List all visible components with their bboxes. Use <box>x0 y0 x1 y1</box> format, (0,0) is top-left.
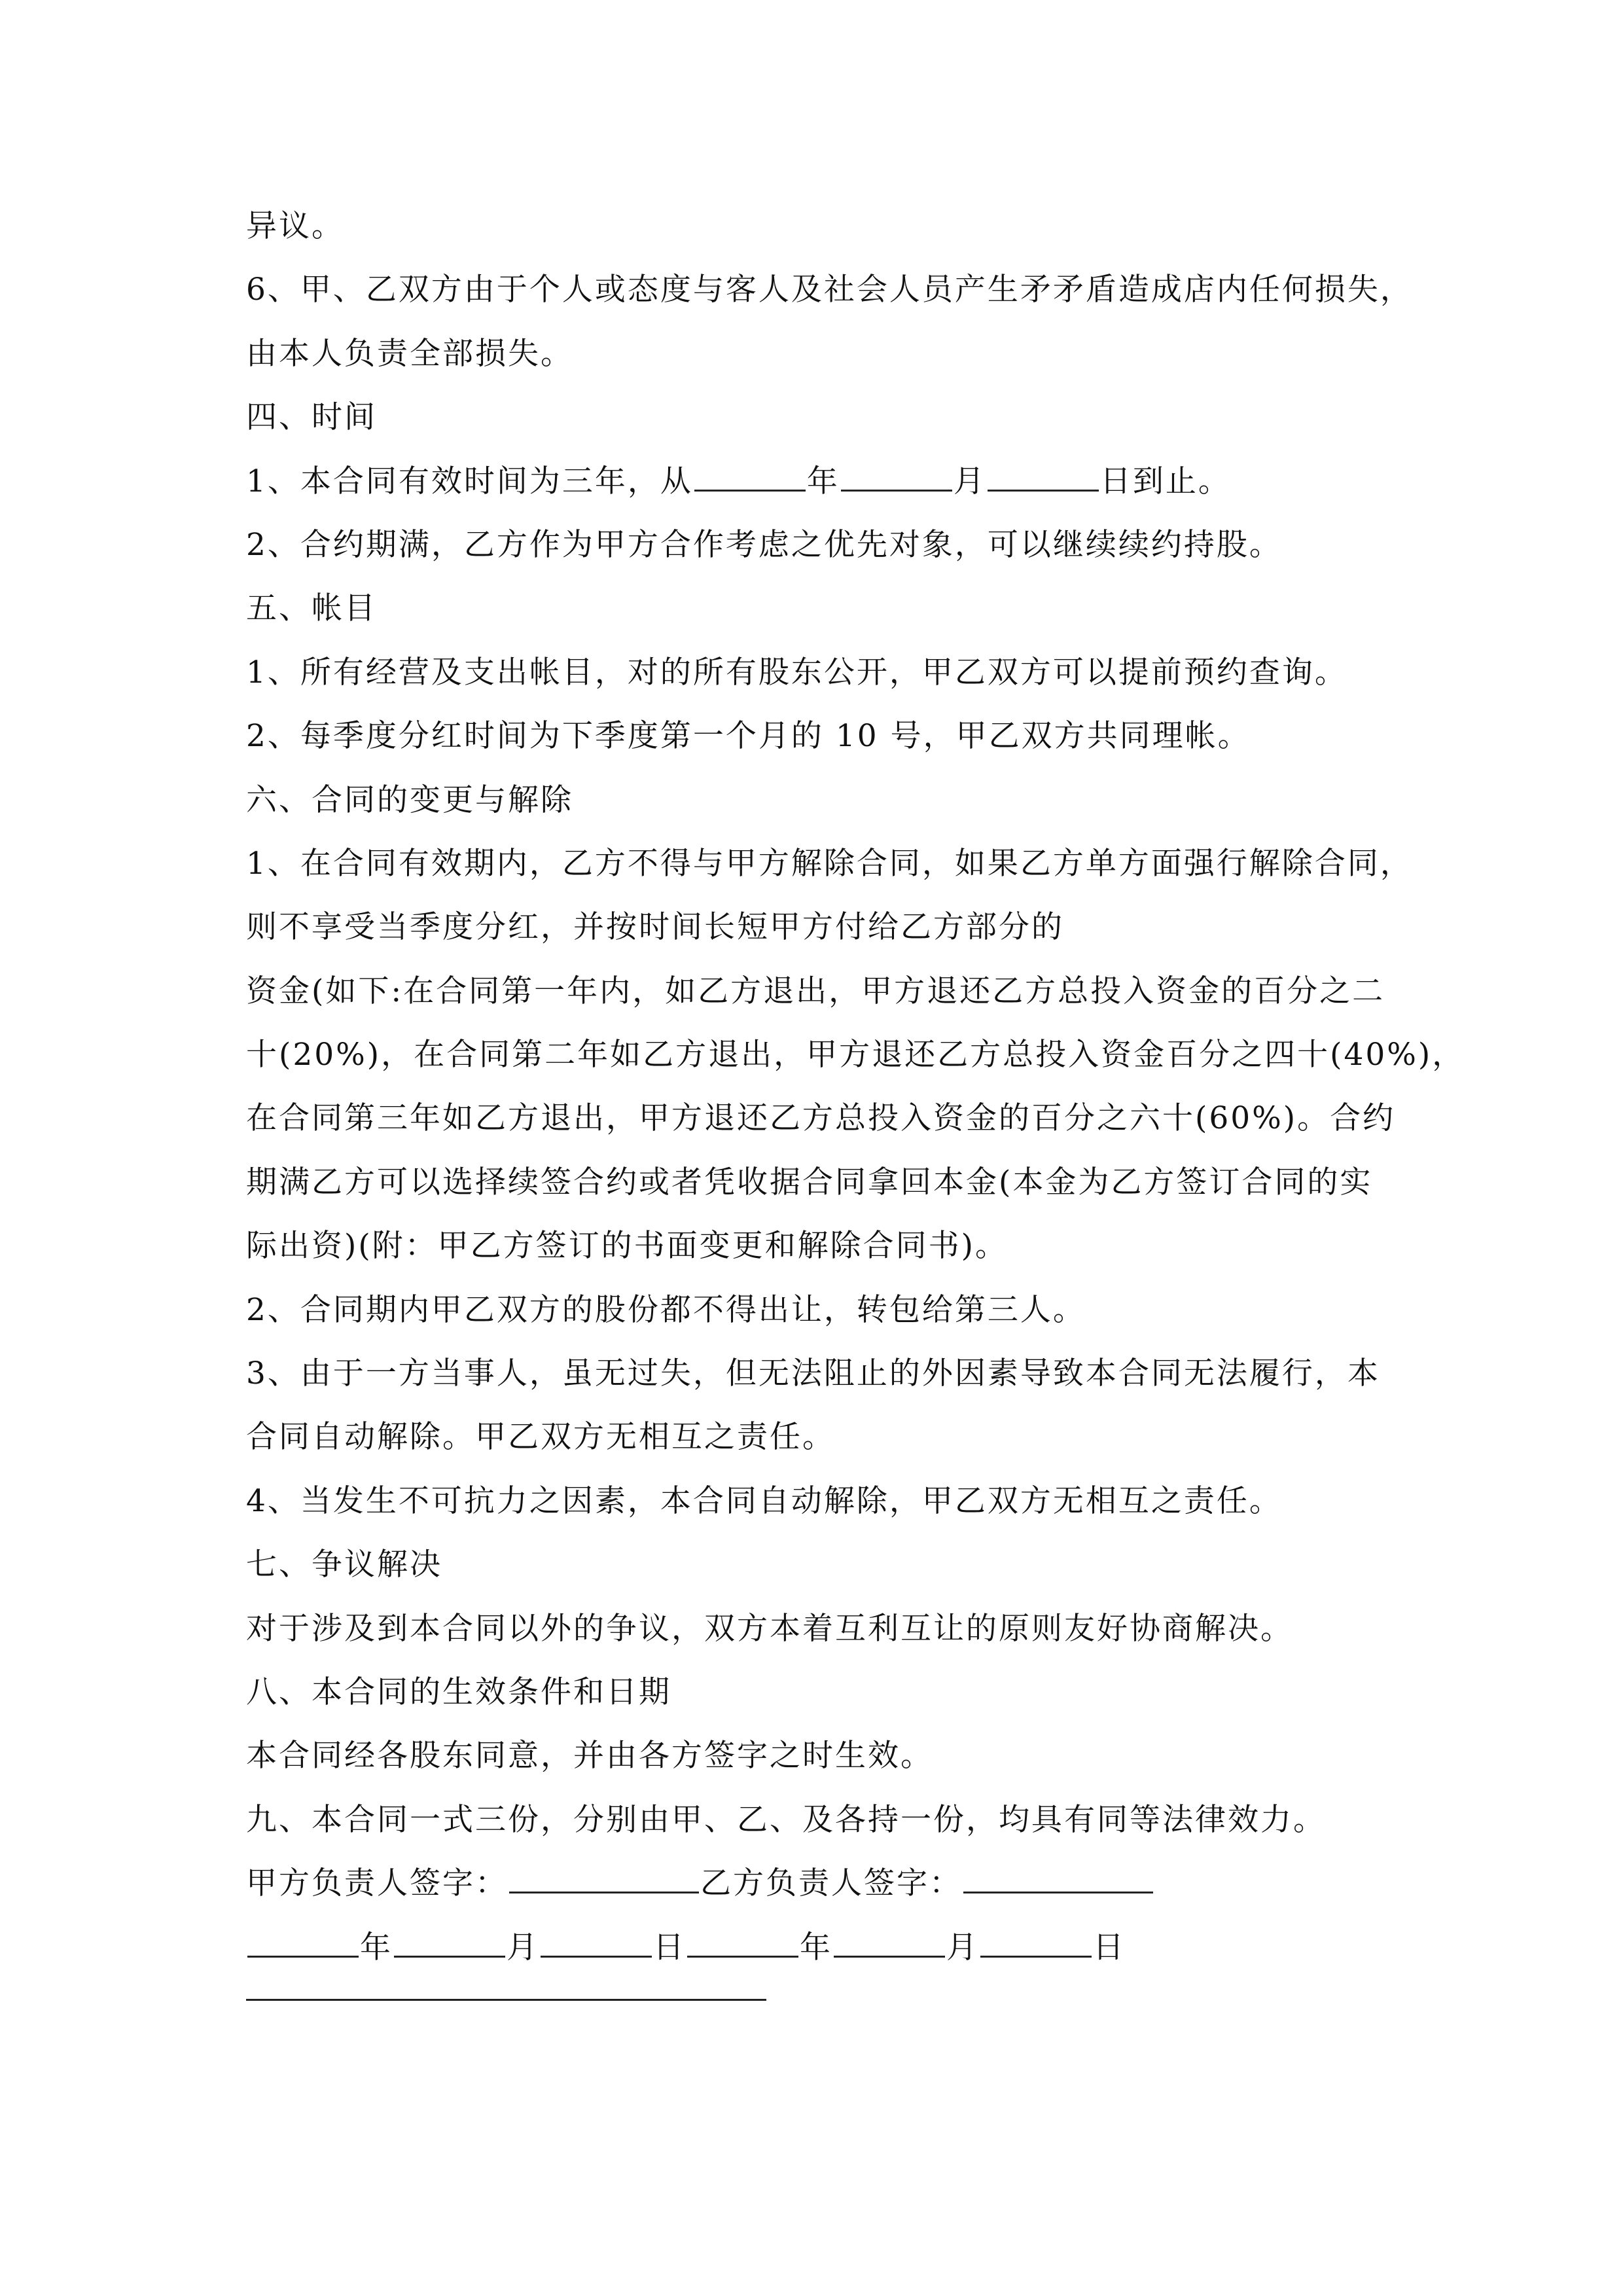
party-a-month-blank[interactable] <box>394 1929 505 1958</box>
text-line: 2、合约期满，乙方作为甲方合作考虑之优先对象，可以继续续约持股。 <box>246 526 1282 563</box>
month-label: 月 <box>507 1929 539 1965</box>
party-b-day-blank[interactable] <box>980 1929 1092 1958</box>
text-line: 1、所有经营及支出帐目，对的所有股东公开，甲乙双方可以提前预约查询。 <box>246 654 1347 691</box>
party-a-sign-blank[interactable] <box>509 1865 699 1893</box>
date-line <box>246 1916 1398 1979</box>
text-line: 由本人负责全部损失。 <box>246 335 573 372</box>
day-label: 日 <box>653 1929 686 1965</box>
text-line: 3、由于一方当事人，虽无过失，但无法阻止的外因素导致本合同无法履行，本 <box>246 1355 1380 1392</box>
month-blank[interactable] <box>841 463 952 492</box>
text-line: 际出资)(附：甲乙方签订的书面变更和解除合同书)。 <box>246 1228 1008 1265</box>
party-b-sign-label: 乙方负责人签字： <box>700 1865 962 1902</box>
section-heading: 七、争议解决 <box>246 1547 442 1583</box>
horizontal-rule <box>246 1999 766 2001</box>
text-line: 2、每季度分红时间为下季度第一个月的 10 号，甲乙双方共同理帐。 <box>246 718 1251 755</box>
section-heading: 四、时间 <box>246 399 377 436</box>
section-heading: 五、帐目 <box>246 590 377 627</box>
text-line: 则不享受当季度分红，并按时间长短甲方付给乙方部分的 <box>246 909 1064 946</box>
text-line: 6、甲、乙双方由于个人或态度与客人及社会人员产生矛矛盾造成店内任何损失， <box>246 272 1413 308</box>
day-blank[interactable] <box>988 463 1099 492</box>
document-page <box>246 194 1465 2001</box>
year-label: 年 <box>800 1929 832 1965</box>
section-heading: 六、合同的变更与解除 <box>246 781 573 818</box>
text-line: 在合同第三年如乙方退出，甲方退还乙方总投入资金的百分之六十(60%)。合约 <box>246 1100 1396 1137</box>
text-line: 对于涉及到本合同以外的争议，双方本着互利互让的原则友好协商解决。 <box>246 1610 1293 1647</box>
text-line: 合同自动解除。甲乙双方无相互之责任。 <box>246 1419 835 1456</box>
month-label: 月 <box>946 1929 979 1965</box>
text-line: 4、当发生不可抗力之因素，本合同自动解除，甲乙双方无相互之责任。 <box>246 1482 1282 1519</box>
text-line: 1、在合同有效期内，乙方不得与甲方解除合同，如果乙方单方面强行解除合同， <box>246 845 1413 882</box>
text-line: 2、合同期内甲乙双方的股份都不得出让，转包给第三人。 <box>246 1291 1086 1328</box>
section-heading: 八、本合同的生效条件和日期 <box>246 1674 671 1710</box>
term-prefix: 1、本合同有效时间为三年，从 <box>246 463 693 499</box>
text-line: 异议。 <box>246 208 344 244</box>
party-b-year-blank[interactable] <box>687 1929 798 1958</box>
month-label: 月 <box>953 463 986 499</box>
text-line: 九、本合同一式三份，分别由甲、乙、及各持一份，均具有同等法律效力。 <box>246 1801 1326 1838</box>
day-end-label: 日到止。 <box>1099 463 1231 499</box>
text-line: 期满乙方可以选择续签合约或者凭收据合同拿回本金(本金为乙方签订合同的实 <box>246 1164 1373 1200</box>
party-b-month-blank[interactable] <box>834 1929 945 1958</box>
party-b-sign-blank[interactable] <box>963 1865 1153 1893</box>
text-line: 资金(如下:在合同第一年内，如乙方退出，甲方退还乙方总投入资金的百分之二 <box>246 973 1385 1009</box>
term-clause <box>246 450 1398 513</box>
day-label: 日 <box>1093 1929 1126 1965</box>
party-a-day-blank[interactable] <box>541 1929 652 1958</box>
year-label: 年 <box>360 1929 393 1965</box>
signature-line <box>246 1852 1398 1915</box>
text-line: 本合同经各股东同意，并由各方签字之时生效。 <box>246 1738 933 1774</box>
year-label: 年 <box>806 463 840 499</box>
party-a-sign-label: 甲方负责人签字： <box>246 1865 508 1902</box>
year-blank[interactable] <box>694 463 806 492</box>
party-a-year-blank[interactable] <box>247 1929 359 1958</box>
text-line: 十(20%)，在合同第二年如乙方退出，甲方退还乙方总投入资金百分之四十(40%)， <box>246 1037 1465 1073</box>
